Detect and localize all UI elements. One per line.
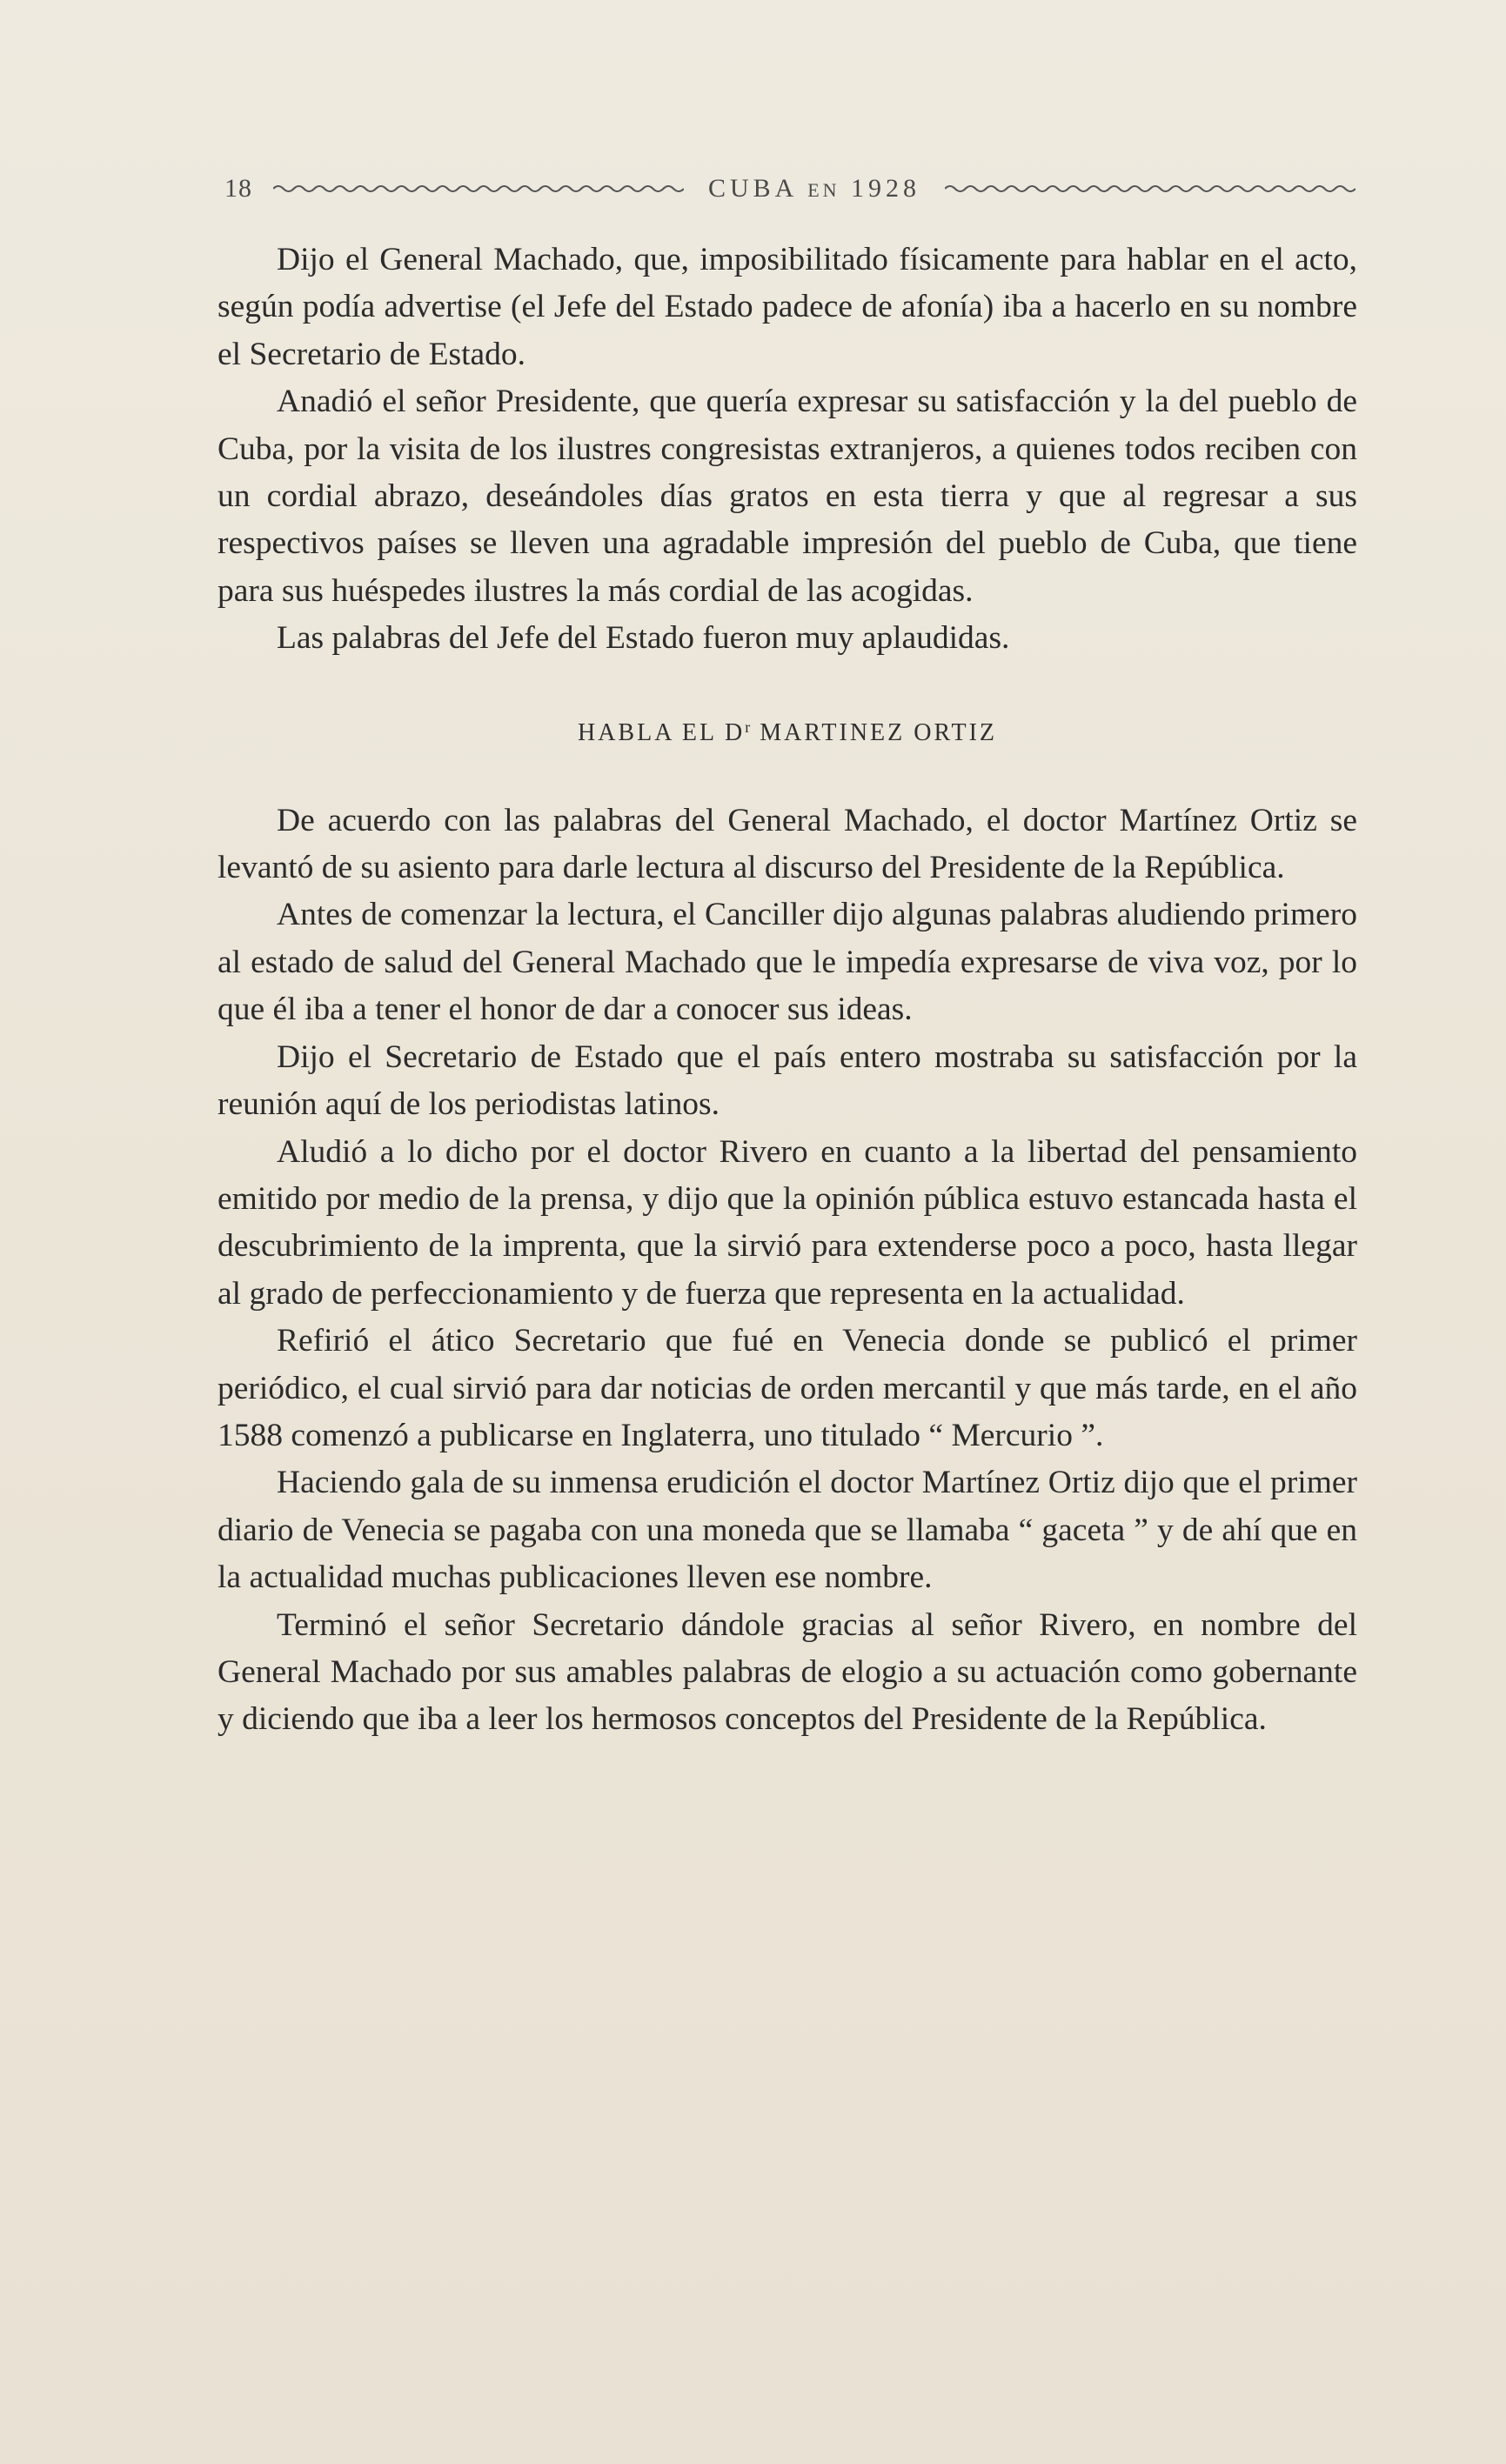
running-title [708,174,920,204]
running-title-main: CUBA [707,174,797,203]
running-title-year: 1928 [851,174,921,203]
section-heading-superscript: r [745,718,752,736]
paragraph: Las palabras del Jefe del Estado fueron muy aplaudidas. [277,620,1010,657]
body-text [218,237,1357,1744]
section-heading-end: MARTINEZ ORTIZ [751,718,997,746]
paragraph: Aludió a lo dicho por el doctor Rivero en cuanto a la libertad del pensamiento emitido por medio de la prensa, y dijo que la opinión pública estuvo estancada hasta el descubrimiento de la imprenta, que la sirvió para extenderse poco a poco, hasta llegar al grado de perfeccionamiento y de fuerza que representa en la actualidad. [218,1133,1357,1312]
paragraph: Refirió el ático Secretario que fué en Venecia donde se publicó el primer periódico, el cual sirvió para dar noticias de orden mercantil y que más tarde, en el año 1588 comenzó a publicarse en Inglaterra, uno titulado “ Mercurio ”. [218,1323,1357,1453]
running-header [224,167,1355,210]
paragraph: De acuerdo con las palabras del General Machado, el doctor Martínez Ortiz se levantó de su asiento para darle lectura al discurso del Presidente de la República. [218,802,1357,886]
wavy-rule-left-icon [273,184,684,194]
page-number: 18 [224,174,252,203]
section-heading [218,710,1357,751]
running-title-connector: EN [807,179,840,201]
paragraph: Anadió el señor Presidente, que quería expresar su satisfacción y la del pueblo de Cuba, por la visita de los ilustres congresistas extranjeros, a quienes todos reciben con un cordial abrazo, deseándoles días gratos en esta tierra y que al regresar a sus respectivos países se lleven una agradable impresión del pueblo de Cuba, que tiene para sus huéspedes ilustres la más cordial de las acogidas. [218,384,1357,609]
paragraph: Dijo el General Machado, que, imposibilitado físicamente para hablar en el acto, según podía advertise (el Jefe del Estado padece de afonía) iba a hacerlo en su nombre el Secretario de Estado. [218,242,1357,372]
section-heading-start: HABLA EL D [577,718,746,746]
paragraph: Dijo el Secretario de Estado que el país entero mostraba su satisfacción por la reunión aquí de los periodistas latinos. [218,1038,1357,1123]
wavy-rule-right-icon [945,184,1355,194]
paragraph: Antes de comenzar la lectura, el Canciller dijo algunas palabras aludiendo primero al estado de salud del General Machado que le impedía expresarse de viva voz, por lo que él iba a tener el honor de dar a conocer sus ideas. [218,897,1357,1028]
paragraph: Terminó el señor Secretario dándole gracias al señor Rivero, en nombre del General Machado por sus amables palabras de elogio a su actuación como gobernante y diciendo que iba a leer los hermosos conceptos del Presidente de la República. [218,1606,1357,1738]
paragraph: Haciendo gala de su inmensa erudición el doctor Martínez Ortiz dijo que el primer diario de Venecia se pagaba con una moneda que se llamaba “ gaceta ” y de ahí que en la actualidad muchas publicaciones lleven ese nombre. [218,1465,1357,1596]
